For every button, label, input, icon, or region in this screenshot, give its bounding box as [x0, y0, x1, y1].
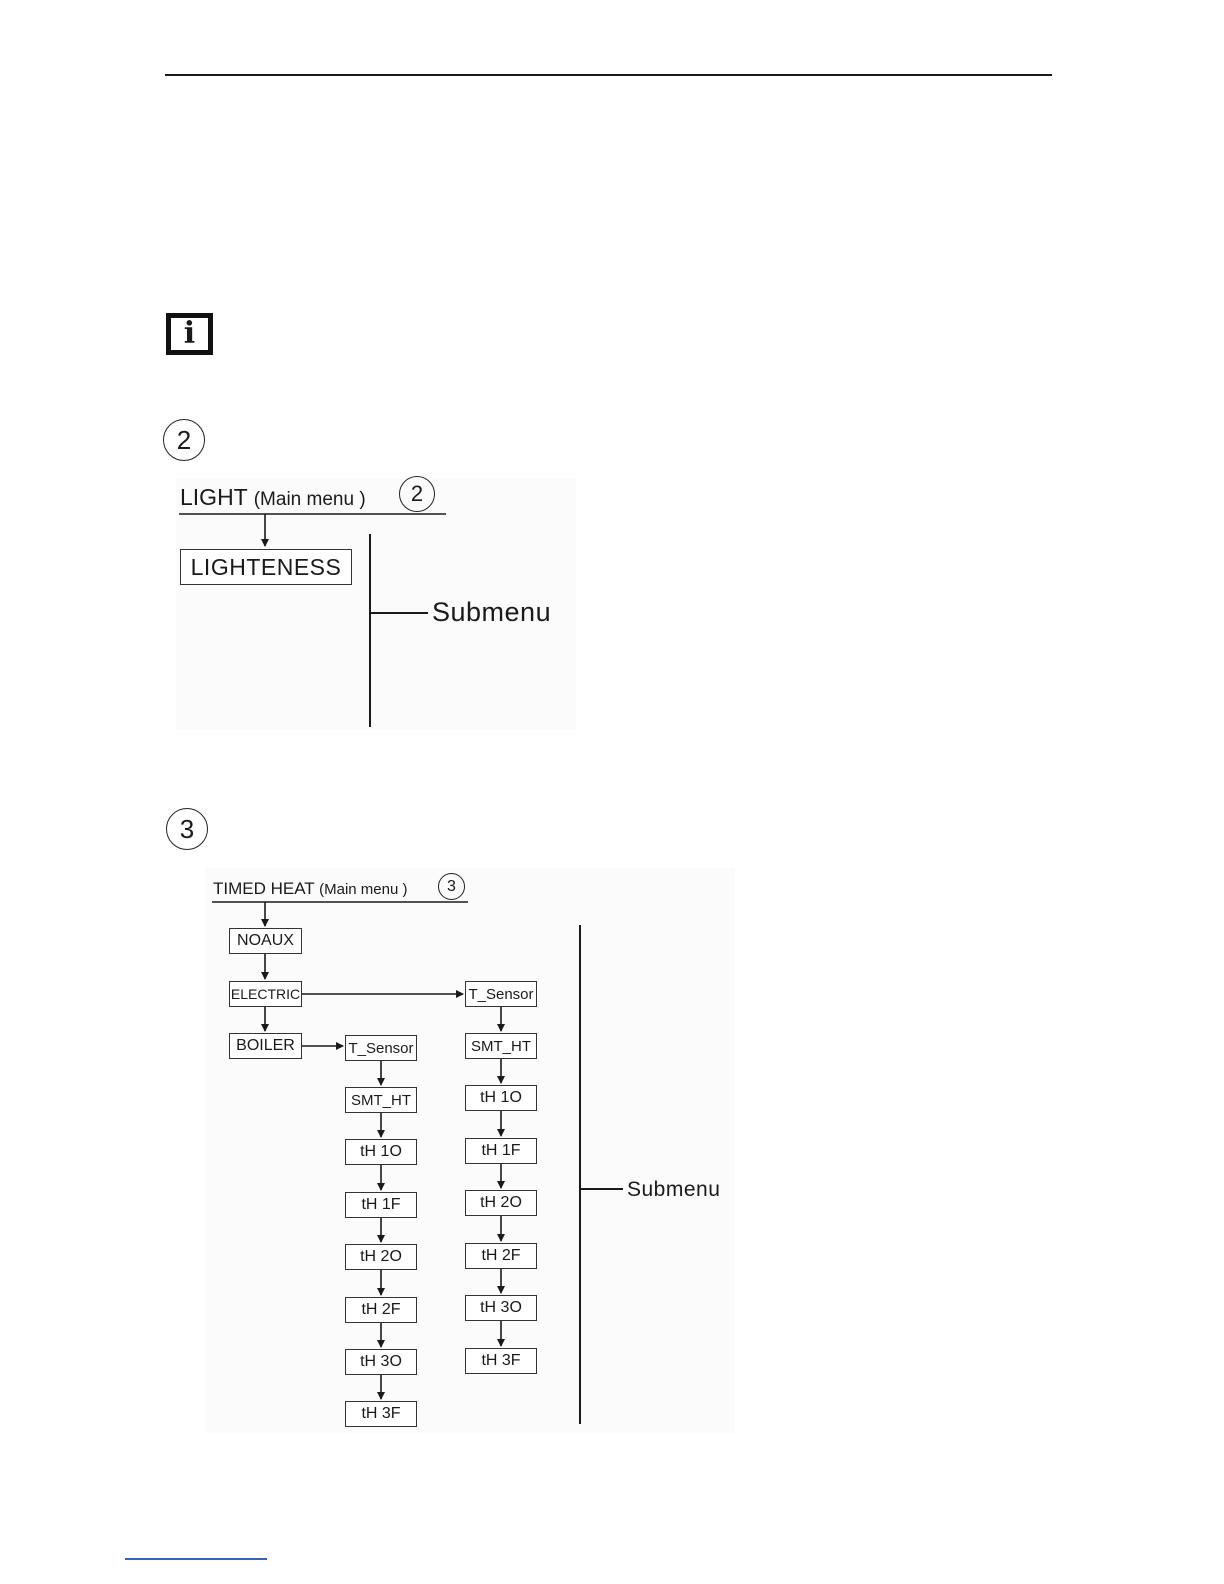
section-3-title-marker-text: 3 — [447, 877, 456, 895]
boiler-chain-label: tH 3F — [361, 1405, 401, 1422]
section-2-marker-text: 2 — [176, 424, 192, 455]
boiler-label: BOILER — [236, 1037, 295, 1054]
electric-chain-label: tH 1O — [480, 1089, 522, 1106]
boiler-chain-label: tH 1O — [360, 1143, 402, 1160]
section-3-marker-text: 3 — [179, 813, 195, 844]
noaux-label: NOAUX — [237, 932, 294, 949]
section-3-main-title-text: TIMED HEAT — [213, 879, 315, 898]
electric-chain-label: tH 2F — [481, 1247, 521, 1264]
footer-link-underline[interactable] — [125, 1558, 267, 1560]
boiler-chain-label: tH 2F — [361, 1301, 401, 1318]
boiler-chain-label: T_Sensor — [348, 1039, 414, 1057]
electric-chain-label: tH 3O — [480, 1299, 522, 1316]
electric-chain-label: tH 3F — [481, 1352, 521, 1369]
boiler-chain-label: tH 1F — [361, 1196, 401, 1213]
electric-chain-label: SMT_HT — [471, 1037, 531, 1055]
lighteness-item-label: LIGHTENESS — [190, 553, 342, 580]
section-2-main-title-text: LIGHT — [180, 484, 248, 510]
section-2-main-suffix: (Main menu ) — [253, 489, 366, 510]
section-3-submenu-text: Submenu — [627, 1178, 721, 1201]
section-2-submenu-text: Submenu — [432, 597, 552, 627]
section-3-main-suffix: (Main menu ) — [319, 881, 408, 898]
electric-label: ELECTRIC — [230, 986, 301, 1002]
info-icon: i — [166, 313, 213, 355]
electric-chain-label: tH 2O — [480, 1194, 522, 1211]
boiler-chain-label: tH 2O — [360, 1248, 402, 1265]
boiler-chain-label: SMT_HT — [351, 1091, 411, 1109]
electric-chain-label: tH 1F — [481, 1142, 521, 1159]
section-2-title-marker-text: 2 — [410, 481, 424, 506]
electric-chain-label: T_Sensor — [468, 985, 534, 1003]
boiler-chain-label: tH 3O — [360, 1353, 402, 1370]
